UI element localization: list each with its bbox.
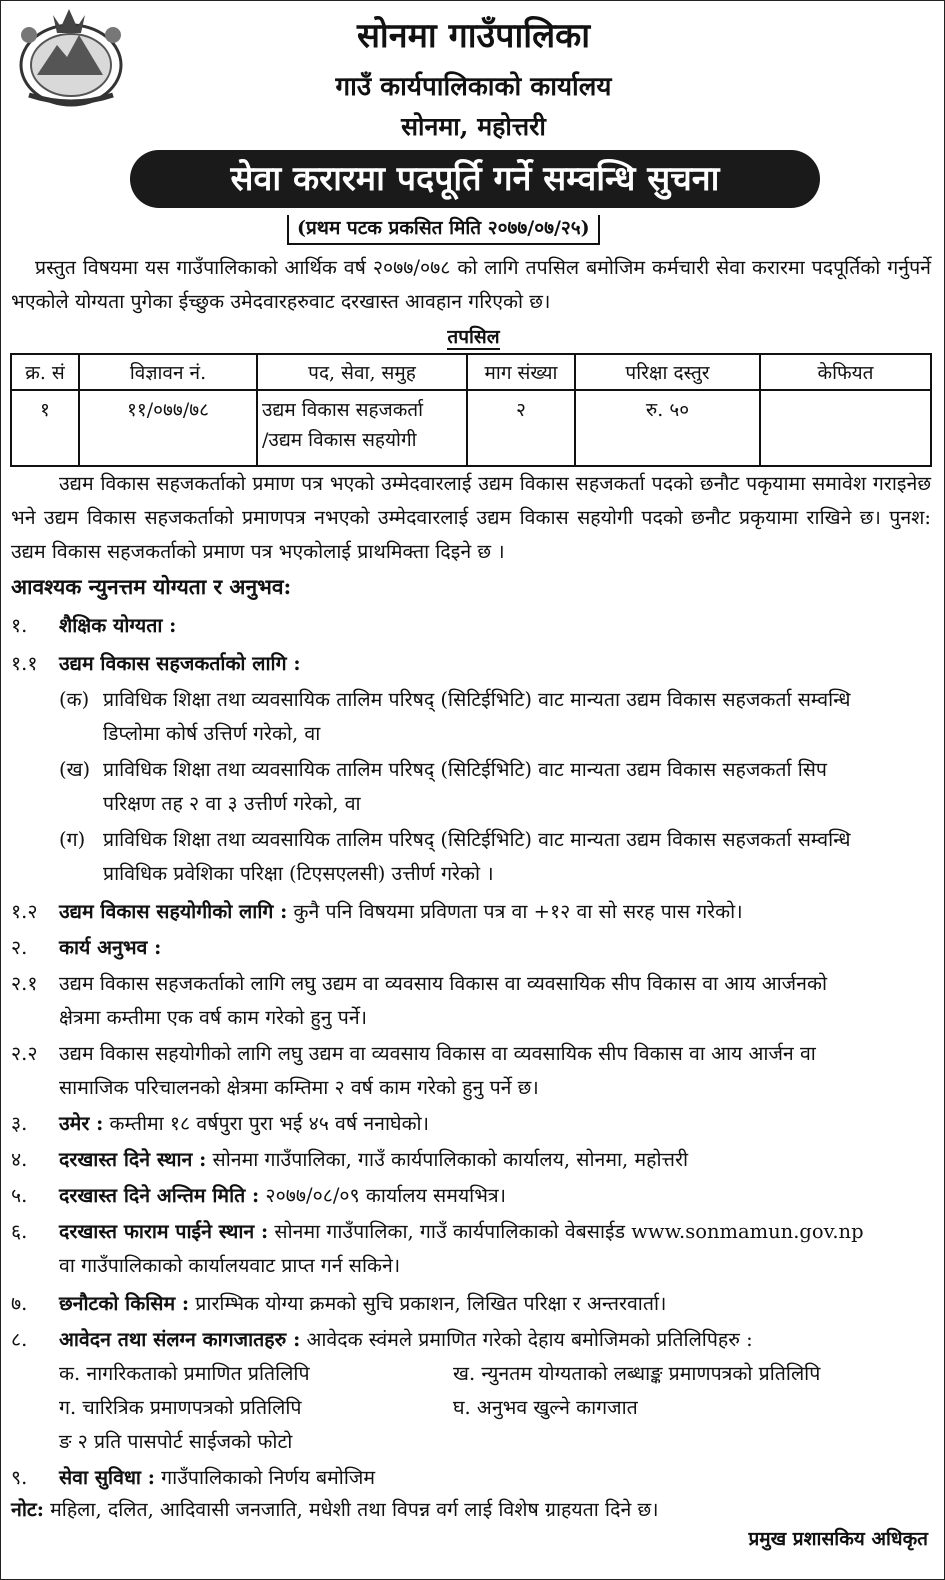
section-label: शैक्षिक योग्यता : (59, 614, 177, 637)
published-date: (प्रथम पटक प्रकसित मिति २०७७/०७/२५) (287, 215, 600, 245)
col-remarks: केफियत (760, 354, 931, 390)
section-label: उद्यम विकास सहयोगीको लागि : (59, 900, 288, 923)
cell-ad-no: ११/०७७/७८ (79, 390, 257, 466)
section-7 (11, 1287, 931, 1321)
cell-sn: १ (11, 390, 79, 466)
section-2 (11, 931, 931, 965)
cell-fee: रु. ५० (575, 390, 760, 466)
section-text: गाउँपालिकाको निर्णय बमोजिम (154, 1466, 376, 1489)
cell-remarks (760, 390, 931, 466)
section-8 (11, 1323, 931, 1357)
post-line-2: /उद्यम विकास सहयोगी (262, 429, 417, 451)
section-3 (11, 1107, 931, 1141)
col-ad-no: विज्ञावन नं. (79, 354, 257, 390)
section-number: ५. (11, 1184, 28, 1207)
signature-title: प्रमुख प्रशासकिय अधिकृत (748, 1528, 928, 1550)
cell-demand: २ (467, 390, 575, 466)
section-number: २. (11, 936, 28, 959)
section-number: ८. (11, 1328, 28, 1351)
item-text: प्राविधिक शिक्षा तथा व्यवसायिक तालिम परिषद् (सिटिईभिटि) वाट मान्यता उद्यम विकास सहजकर्ता सम्वन्धि (103, 688, 851, 711)
post-line-1: उद्यम विकास सहजकर्ता (262, 399, 424, 421)
section-number: ६. (11, 1220, 28, 1243)
cell-post (257, 390, 467, 466)
intro-text: प्रस्तुत विषयमा यस गाउँपालिकाको आर्थिक वर्ष २०७७/०७८ को लागि तपसिल बमोजिम कर्मचारी सेवा करारमा पदपूर्तिको गर्नुपर्ने भएकोले योग्यता पुगेका ईच्छुक उमेदवारहरुवाट दरखास्त आवहान गरिएको छ। (11, 256, 931, 313)
section-2-1 (11, 967, 931, 1035)
office-name: गाउँ कार्यपालिकाको कार्यालय (335, 72, 612, 102)
section-text: कम्तीमा १८ वर्षपुरा पुरा भई ४५ वर्ष ननाघेको। (103, 1112, 430, 1135)
selection-paragraph (11, 467, 931, 569)
section-text: क्षेत्रमा कम्तीमा एक वर्ष काम गरेको हुनु पर्ने। (59, 1006, 368, 1029)
office-location: सोनमा, महोत्तरी (401, 112, 546, 141)
section-number: १. (11, 614, 28, 637)
section-label: दरखास्त दिने स्थान : (59, 1148, 207, 1171)
section-2-2 (11, 1037, 931, 1105)
vacancy-table (10, 353, 932, 467)
item-text: परिक्षण तह २ वा ३ उत्तीर्ण गरेको, वा (103, 792, 361, 815)
table-header-row (11, 354, 931, 390)
section-number: ४. (11, 1148, 28, 1171)
section-5 (11, 1179, 931, 1213)
item-mark: (क) (59, 688, 90, 711)
section-label: कार्य अनुभव : (59, 936, 162, 959)
section-label: उमेर : (59, 1112, 104, 1135)
item-mark: (ख) (59, 758, 91, 781)
list-item (59, 753, 921, 821)
item-text: प्राविधिक शिक्षा तथा व्यवसायिक तालिम परिषद् (सिटिईभिटि) वाट मान्यता उद्यम विकास सहजकर्ता सिप (103, 758, 828, 781)
qualification-heading: आवश्यक न्युनत्तम योग्यता र अनुभव: (11, 574, 292, 599)
col-post: पद, सेवा, समुह (257, 354, 467, 390)
section-number: १.१ (11, 652, 38, 675)
section-label: आवेदन तथा संलग्न कागजातहरु : (59, 1328, 301, 1351)
item-mark: (ग) (59, 828, 86, 851)
col-fee: परिक्षा दस्तुर (575, 354, 760, 390)
section-4 (11, 1143, 931, 1177)
section-text: २०७७/०८/०९ कार्यालय समयभित्र। (259, 1184, 507, 1207)
document-item: ग. चारित्रिक प्रमाणपत्रको प्रतिलिपि (59, 1396, 302, 1419)
note (11, 1493, 931, 1527)
section-number: १.२ (11, 900, 38, 923)
list-item (59, 683, 921, 751)
selection-text: उद्यम विकास सहजकर्ताको प्रमाण पत्र भएको उम्मेदवारलाई उद्यम विकास सहजकर्ता पदको छनौट पकृयामा समावेश गराइनेछ भने उद्यम विकास सहजकर्ताको प्रमाणपत्र नभएको उम्मेदवारलाई उद्यम विकास सहयोगी पदको छनौट प्रकृयामा राखिने छ। पुनश: उद्यम विकास सहजकर्ताको प्रमाण पत्र भएकोलाई प्राथमिक्ता दिइने छ । (11, 472, 931, 563)
item-text: प्राविधिक प्रवेशिका परिक्षा (टिएसएलसी) उत्तीर्ण गरेको । (103, 862, 494, 885)
website-link[interactable]: www.sonmamun.gov.np (631, 1220, 864, 1243)
document-item: ख. न्युनतम योग्यताको लब्धाङ्क प्रमाणपत्रको प्रतिलिपि (453, 1362, 821, 1385)
section-text: सामाजिक परिचालनको क्षेत्रमा कम्तिमा २ वर्ष काम गरेको हुनु पर्ने छ। (59, 1076, 539, 1099)
section-text: उद्यम विकास सहजकर्ताको लागि लघु उद्यम वा व्यवसाय विकास वा व्यवसायिक सीप विकास वा आय आर्जनको (59, 972, 827, 995)
section-1-2 (11, 895, 931, 929)
section-label: छनौटको किसिम : (59, 1292, 190, 1315)
org-name: सोनमा गाउँपालिका (356, 16, 591, 56)
section-text: आवेदक स्वंमले प्रमाणित गरेको देहाय बमोजिमको प्रतिलिपिहरु : (300, 1328, 753, 1351)
item-text: प्राविधिक शिक्षा तथा व्यवसायिक तालिम परिषद् (सिटिईभिटि) वाट मान्यता उद्यम विकास सहजकर्ता सम्वन्धि (103, 828, 851, 851)
note-label: नोट: (11, 1498, 44, 1521)
section-text: सोनमा गाउँपालिका, गाउँ कार्यपालिकाको वेबसाईड (268, 1220, 632, 1243)
section-number: ७. (11, 1292, 28, 1315)
document-item: क. नागरिकताको प्रमाणित प्रतिलिपि (59, 1362, 310, 1385)
section-number: २.१ (11, 972, 38, 995)
list-item (59, 823, 921, 891)
section-text: कुनै पनि विषयमा प्रविणता पत्र वा +१२ वा सो सरह पास गरेको। (287, 900, 743, 923)
section-label: उद्यम विकास सहजकर्ताको लागि : (59, 652, 301, 675)
item-text: डिप्लोमा कोर्ष उत्तिर्ण गरेको, वा (103, 722, 321, 745)
section-label: दरखास्त दिने अन्तिम मिति : (59, 1184, 260, 1207)
section-9 (11, 1461, 931, 1495)
section-number: ३. (11, 1112, 28, 1135)
document-item: घ. अनुभव खुल्ने कागजात (453, 1396, 638, 1419)
section-text: प्रारम्भिक योग्या क्रमको सुचि प्रकाशन, लिखित परिक्षा र अन्तरवार्ता। (189, 1292, 667, 1315)
notice-title: सेवा करारमा पदपूर्ति गर्ने सम्वन्धि सुचना (130, 150, 820, 208)
tapasil-heading (1, 323, 945, 349)
section-text: उद्यम विकास सहयोगीको लागि लघु उद्यम वा व्यवसाय विकास वा व्यवसायिक सीप विकास वा आय आर्जन वा (59, 1042, 816, 1065)
section-label: दरखास्त फाराम पाईने स्थान : (59, 1220, 269, 1243)
section-number: ९. (11, 1466, 28, 1489)
section-text: वा गाउँपालिकाको कार्यालयवाट प्राप्त गर्न सकिने। (59, 1254, 401, 1277)
document-item: ङ २ प्रति पासपोर्ट साईजको फोटो (59, 1430, 293, 1453)
section-1-1 (11, 647, 931, 681)
section-number: २.२ (11, 1042, 38, 1065)
section-text: सोनमा गाउँपालिका, गाउँ कार्यपालिकाको कार्यालय, सोनमा, महोत्तरी (206, 1148, 689, 1171)
tapasil-label: तपसिल (447, 326, 500, 348)
table-row (11, 390, 931, 466)
intro-paragraph (11, 251, 931, 319)
section-label: सेवा सुविधा : (59, 1466, 155, 1489)
section-1 (11, 609, 931, 643)
section-6 (11, 1215, 931, 1283)
col-demand: माग संख्या (467, 354, 575, 390)
col-sn: क्र. सं (11, 354, 79, 390)
note-text: महिला, दलित, आदिवासी जनजाति, मधेशी तथा विपन्न वर्ग लाई विशेष ग्राहयता दिने छ। (43, 1498, 659, 1521)
